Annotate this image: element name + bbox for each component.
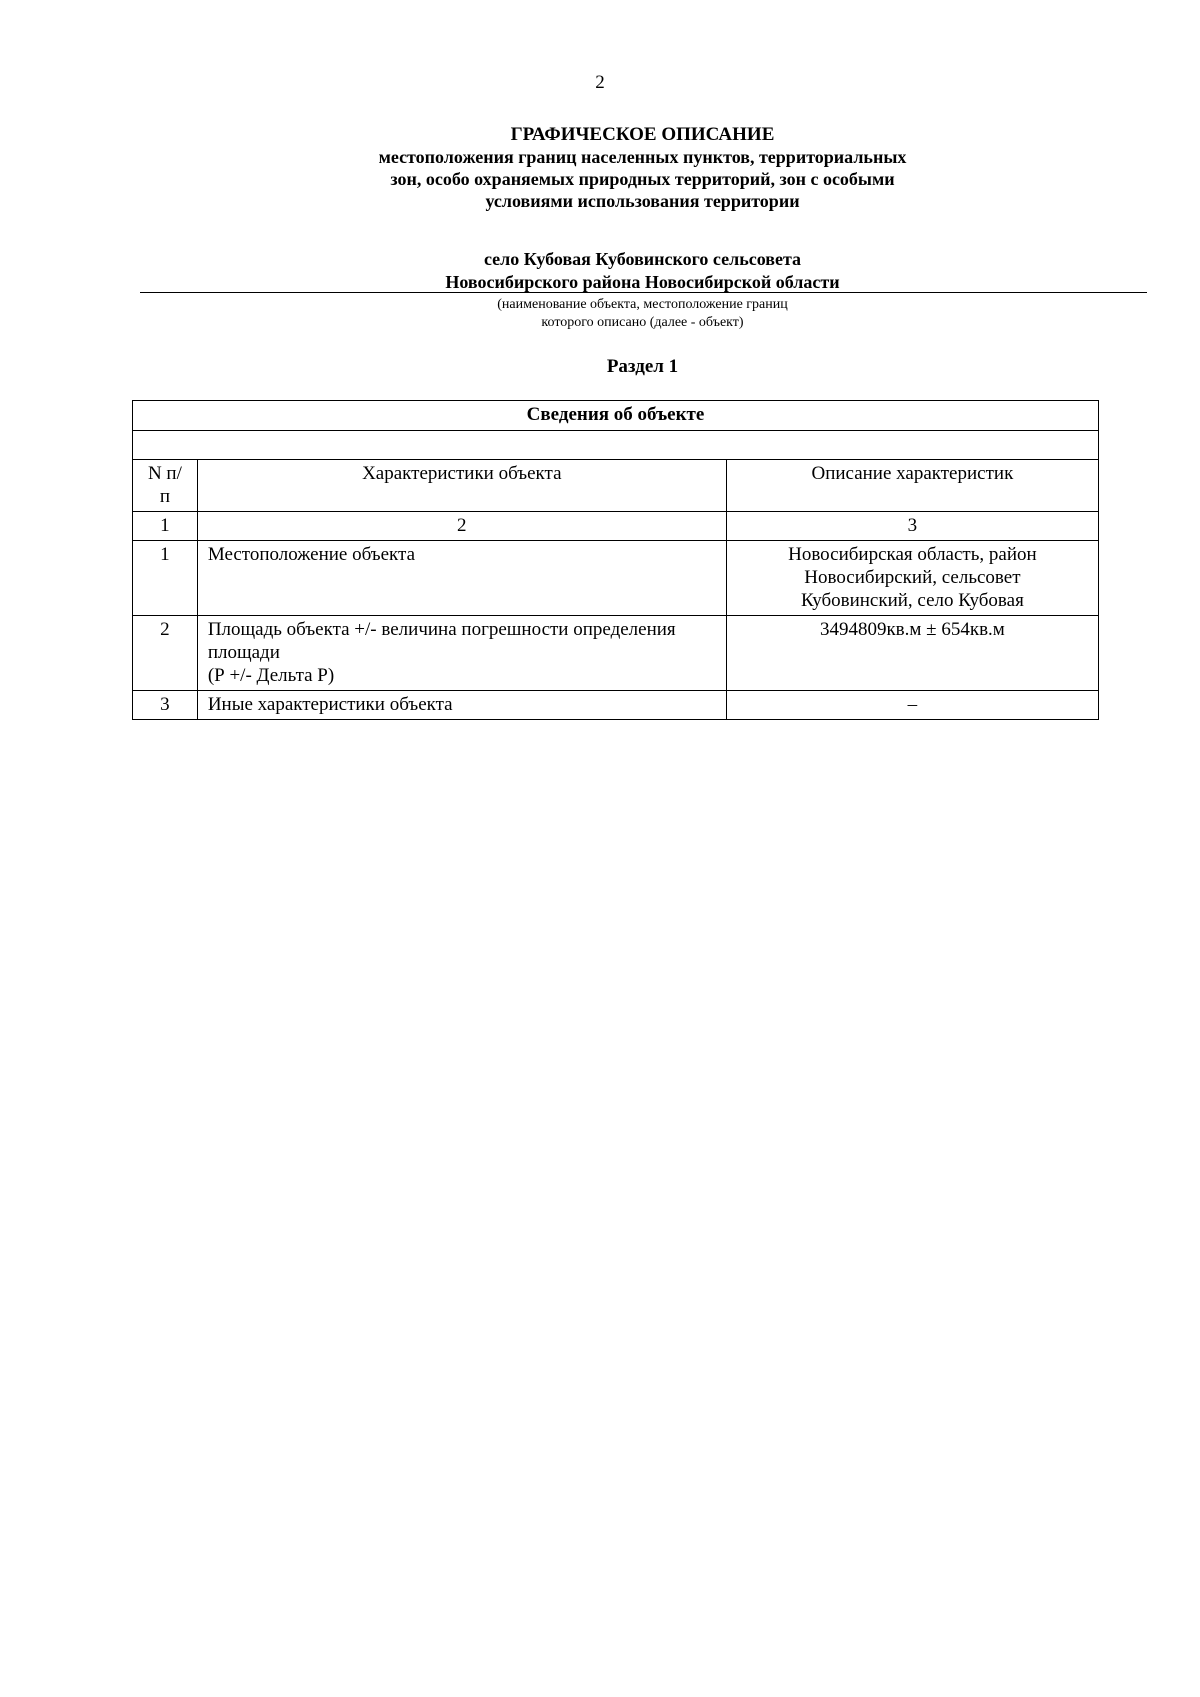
table-header-row bbox=[133, 401, 1099, 431]
object-name-line-2: Новосибирского района Новосибирской области bbox=[445, 272, 840, 292]
column-header-characteristics: Характеристики объекта bbox=[197, 460, 726, 512]
object-name-underline bbox=[140, 292, 1147, 293]
row-characteristic bbox=[197, 541, 726, 616]
table-column-numbers bbox=[133, 512, 1099, 541]
row-characteristic bbox=[197, 616, 726, 691]
title-line-3: условиями использования территории bbox=[485, 191, 800, 211]
object-info-table bbox=[132, 400, 1099, 720]
row-characteristic bbox=[197, 691, 726, 720]
row-characteristic-text: Иные характеристики объекта bbox=[207, 694, 453, 715]
column-header-description: Описание характеристик bbox=[726, 460, 1098, 512]
table-empty-row bbox=[133, 431, 1099, 460]
row-characteristic-text: (Р +/- Дельта Р) bbox=[207, 665, 335, 686]
row-description-line: Кубовинский, село Кубовая bbox=[800, 590, 1024, 611]
row-description-line: – bbox=[907, 694, 918, 715]
caption-line-2: которого описано (далее - объект) bbox=[541, 315, 744, 330]
row-number: 1 bbox=[133, 541, 198, 616]
row-description bbox=[726, 541, 1098, 616]
row-number: 2 bbox=[133, 616, 198, 691]
row-characteristic-text: Местоположение объекта bbox=[207, 544, 416, 565]
table-row bbox=[133, 541, 1099, 616]
title-line-1: местоположения границ населенных пунктов, территориальных bbox=[378, 147, 907, 167]
column-number-2: 2 bbox=[197, 512, 726, 541]
table-row bbox=[133, 616, 1099, 691]
row-description-line: 3494809кв.м ± 654кв.м bbox=[819, 619, 1005, 640]
section-title: Раздел 1 bbox=[606, 356, 679, 377]
column-header-n: N п/п bbox=[133, 460, 198, 512]
row-description bbox=[726, 616, 1098, 691]
document-title bbox=[0, 124, 1200, 212]
column-number-3: 3 bbox=[726, 512, 1098, 541]
object-name-caption bbox=[0, 296, 1200, 332]
row-number: 3 bbox=[133, 691, 198, 720]
caption-line-1: (наименование объекта, местоположение границ bbox=[497, 297, 788, 312]
title-line-2: зон, особо охраняемых природных территорий, зон с особыми bbox=[390, 169, 895, 189]
row-characteristic-text: Площадь объекта +/- величина погрешности определения площади bbox=[207, 619, 676, 663]
row-description-line: Новосибирская область, район bbox=[788, 544, 1037, 565]
object-name bbox=[0, 248, 1200, 294]
object-name-line-1: село Кубовая Кубовинского сельсовета bbox=[483, 249, 802, 269]
title-main: ГРАФИЧЕСКОЕ ОПИСАНИЕ bbox=[510, 124, 775, 145]
row-description-line: Новосибирский, сельсовет bbox=[804, 567, 1021, 588]
table-header: Сведения об объекте bbox=[133, 401, 1099, 431]
table-column-headers bbox=[133, 460, 1099, 512]
table-row bbox=[133, 691, 1099, 720]
page-number: 2 bbox=[595, 72, 605, 93]
column-number-1: 1 bbox=[133, 512, 198, 541]
row-description bbox=[726, 691, 1098, 720]
